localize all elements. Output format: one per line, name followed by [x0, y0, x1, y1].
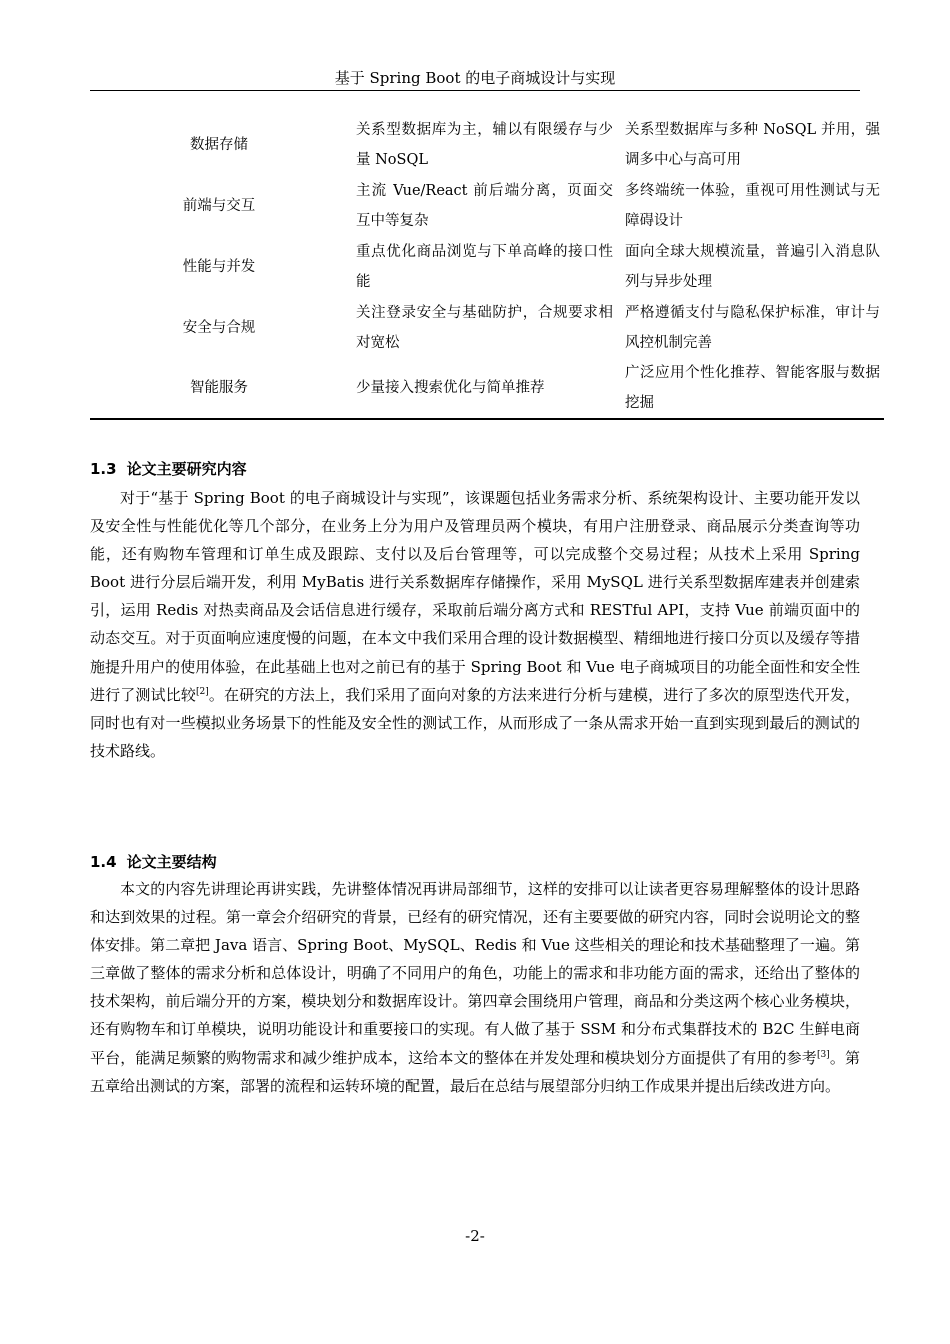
table-cell-domestic: 关系型数据库为主，辅以有限缓存与少量 NoSQL — [356, 121, 613, 168]
table-cell-domestic: 主流 Vue/React 前后端分离，页面交互中等复杂 — [356, 182, 613, 229]
comparison-table — [90, 114, 884, 420]
table-cell-aspect: 前端与交互 — [182, 197, 256, 214]
section-number: 1.3 — [90, 460, 117, 478]
citation-ref[interactable]: [3] — [816, 1049, 830, 1060]
table-cell-domestic: 少量接入搜索优化与简单推荐 — [356, 380, 545, 396]
comparison-table-wrap — [90, 114, 880, 420]
table-cell-domestic: 重点优化商品浏览与下单高峰的接口性能 — [356, 243, 613, 290]
paragraph-text: 对于“基于 Spring Boot 的电子商城设计与实现”，该课题包括业务需求分析、系统架构设计、主要功能开发以及安全性与性能优化等几个部分，在业务上分为用户及管理员两个模块，有用户注册登录、商品展示分类查询等功能，还有购物车管理和订单生成及跟踪、支付以及后台管理等，可以完成整个交易过程；从技术上采用 Spring Boot 进行分层后端开发，利用 MyBatis 进行关系数据库存储操作，采用 MySQL 进行关系型数据库建表并创建索引，运用 Redis 对热卖商品及会话信息进行缓存，采取前后端分离方式和 RESTful API，支持 Vue 前端页面中的动态交互。对于页面响应速度慢的问题，在本文中我们采用合理的设计数据模型、精细地进行接口分页以及缓存等措施提升用户的使用体验，在此基础上也对之前已有的基于 Spring Boot 和 Vue 电子商城项目的功能全面性和安全性进行了测试比较 — [90, 489, 860, 704]
table-cell-international: 严格遵循支付与隐私保护标准，审计与风控机制完善 — [625, 304, 880, 351]
running-header: 基于 Spring Boot 的电子商城设计与实现 — [334, 69, 616, 87]
table-cell-aspect: 数据存储 — [190, 136, 248, 153]
table-cell-aspect: 安全与合规 — [182, 319, 256, 336]
section-heading-1-3 — [90, 459, 860, 479]
section-heading-1-4 — [90, 852, 860, 872]
paragraph-text: 本文的内容先讲理论再讲实践，先讲整体情况再讲局部细节，这样的安排可以让读者更容易理解整体的设计思路和达到效果的过程。第一章会介绍研究的背景，已经有的研究情况，还有主要要做的研究内容，同时会说明论文的整体安排。第二章把 Java 语言、Spring Boot、MySQL、Redis 和 Vue 这些相关的理论和技术基础整理了一遍。第三章做了整体的需求分析和总体设计，明确了不同用户的角色，功能上的需求和非功能方面的需求，还给出了整体的技术架构，前后端分开的方案，模块划分和数据库设计。第四章会围绕用户管理，商品和分类这两个核心业务模块，还有购物车和订单模块，说明功能设计和重要接口的实现。有人做了基于 SSM 和分布式集群技术的 B2C 生鲜电商平台，能满足频繁的购物需求和减少维护成本，这给本文的整体在并发处理和模块划分方面提供了有用的参考 — [90, 880, 860, 1067]
table-cell-international: 多终端统一体验，重视可用性测试与无障碍设计 — [625, 182, 880, 229]
table-row — [90, 236, 884, 297]
citation-ref[interactable]: [2] — [196, 686, 209, 697]
table-cell-international: 广泛应用个性化推荐、智能客服与数据挖掘 — [625, 365, 880, 411]
table-row — [90, 114, 884, 175]
table-row — [90, 175, 884, 236]
page-number: -2- — [465, 1227, 485, 1245]
section-1-3-paragraph — [90, 484, 860, 765]
section-number: 1.4 — [90, 853, 117, 871]
section-1-4-paragraph — [90, 875, 860, 1100]
table-cell-international: 关系型数据库与多种 NoSQL 并用，强调多中心与高可用 — [625, 121, 880, 168]
paragraph-text: 。在研究的方法上，我们采用了面向对象的方法来进行分析与建模，进行了多次的原型迭代开发，同时也有对一些模拟业务场景下的性能及安全性的测试工作，从而形成了一条从需求开始一直到实现到最后的测试的技术路线。 — [90, 685, 860, 760]
table-cell-international: 面向全球大规模流量，普遍引入消息队列与异步处理 — [625, 243, 880, 290]
table-cell-domestic: 关注登录安全与基础防护，合规要求相对宽松 — [356, 304, 613, 351]
table-cell-aspect: 智能服务 — [190, 380, 248, 396]
table-row — [90, 358, 884, 419]
section-title: 论文主要研究内容 — [126, 460, 247, 478]
table-cell-aspect: 性能与并发 — [182, 258, 256, 275]
paragraph-text: 。第五章给出测试的方案，部署的流程和运转环境的配置，最后在总结与展望部分归纳工作成果并提出后续改进方向。 — [90, 1048, 860, 1095]
table-row — [90, 297, 884, 358]
header-rule — [90, 90, 860, 91]
section-title: 论文主要结构 — [126, 853, 217, 871]
